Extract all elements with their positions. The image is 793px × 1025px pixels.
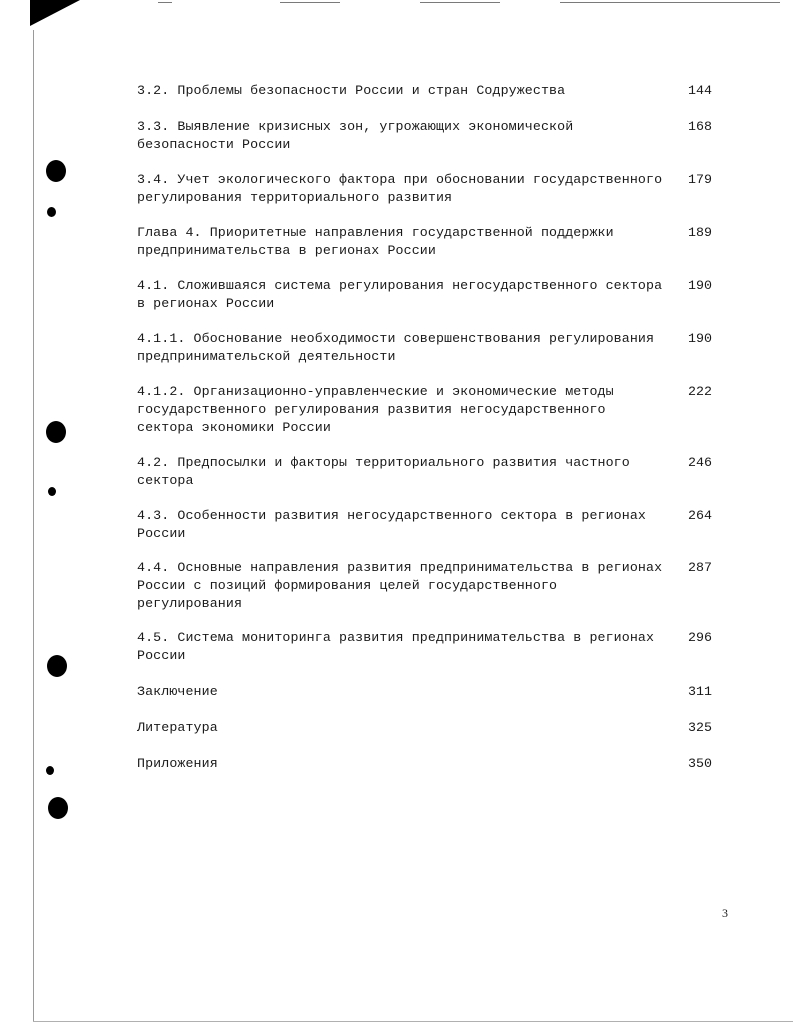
toc-entry-page: 168 (688, 119, 712, 134)
punch-hole (48, 797, 68, 819)
toc-entry-title: Глава 4. Приоритетные направления государственной поддержки предпринимательства в регионах России (137, 225, 614, 258)
toc-entry-title: 3.3. Выявление кризисных зон, угрожающих экономической безопасности России (137, 119, 574, 152)
scan-left-edge (33, 30, 34, 1022)
toc-entry-page: 189 (688, 225, 712, 240)
scan-top-line (280, 2, 340, 3)
toc-entry-title: 4.3. Особенности развития негосударственного сектора в регионах России (137, 508, 647, 541)
toc-entry-title: 4.5. Система мониторинга развития предпринимательства в регионах России (137, 630, 655, 663)
scan-top-line (158, 2, 172, 3)
toc-entry-page: 179 (688, 172, 712, 187)
toc-entry-page: 325 (688, 720, 712, 735)
toc-entry-page: 350 (688, 756, 712, 771)
toc-entry-page: 264 (688, 508, 712, 523)
toc-entry-title: 3.2. Проблемы безопасности России и стран Содружества (137, 83, 566, 98)
punch-hole (47, 655, 67, 677)
toc-entry-page: 144 (688, 83, 712, 98)
toc-entry-title: Заключение (137, 684, 218, 699)
toc-entry-title: 4.4. Основные направления развития предпринимательства в регионах России с позиций формирования целей государственного регулирования (137, 560, 663, 611)
punch-hole (47, 207, 56, 217)
toc-entry-title: 4.1. Сложившаяся система регулирования негосударственного сектора в регионах России (137, 278, 663, 311)
punch-hole (46, 421, 66, 443)
punch-hole (46, 160, 66, 182)
toc-entry-title: 4.1.2. Организационно-управленческие и экономические методы государственного регулирования развития негосударственного сектора экономики России (137, 384, 614, 435)
toc-entry-title: 3.4. Учет экологического фактора при обосновании государственного регулирования территориального развития (137, 172, 663, 205)
scan-top-line (560, 2, 780, 3)
scan-top-line (420, 2, 500, 3)
toc-entry-page: 222 (688, 384, 712, 399)
punch-hole (46, 766, 54, 775)
toc-entry-title: Приложения (137, 756, 218, 771)
punch-hole (48, 487, 56, 496)
toc-entry-title: 4.2. Предпосылки и факторы территориального развития частного сектора (137, 455, 630, 488)
toc-entry-page: 190 (688, 278, 712, 293)
toc-entry-title: 4.1.1. Обоснование необходимости совершенствования регулирования предпринимательской деятельности (137, 331, 655, 364)
toc-entry-page: 296 (688, 630, 712, 645)
toc-entry-page: 246 (688, 455, 712, 470)
toc-entry-title: Литература (137, 720, 218, 735)
scan-corner-mark (30, 0, 80, 26)
toc-entry-page: 311 (688, 684, 712, 699)
toc-entry-page: 287 (688, 560, 712, 575)
page-number: 3 (722, 906, 728, 920)
scan-bottom-edge (33, 1021, 793, 1022)
toc-entry-page: 190 (688, 331, 712, 346)
